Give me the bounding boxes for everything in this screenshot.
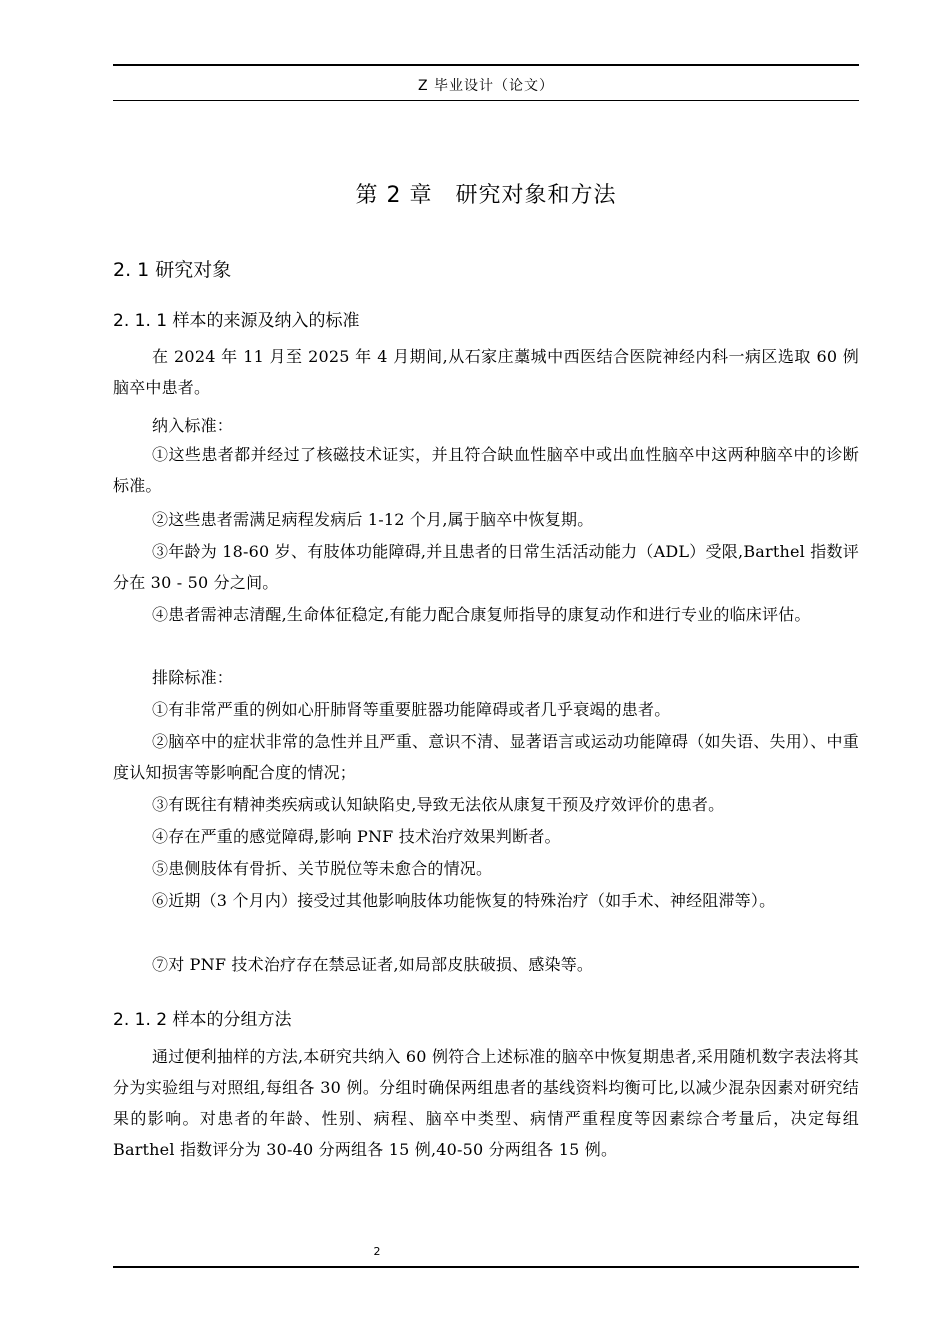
- inclusion-item-4: ④患者需神志清醒,生命体征稳定,有能力配合康复师指导的康复动作和进行专业的临床评估。: [152, 605, 811, 624]
- inclusion-item-1: ①这些患者都并经过了核磁技术证实，并且符合缺血性脑卒中或出血性脑卒中这两种脑卒中的诊断标准。: [113, 445, 859, 495]
- page-number: 2: [373, 1245, 381, 1258]
- exclusion-item-2: ②脑卒中的症状非常的急性并且严重、意识不清、显著语言或运动功能障碍（如失语、失用）、中重度认知损害等影响配合度的情况；: [113, 732, 859, 782]
- inclusion-label: 纳入标准：: [152, 416, 234, 435]
- header-top-rule: [113, 64, 859, 66]
- inclusion-item-3: ③年龄为 18-60 岁、有肢体功能障碍,并且患者的日常生活活动能力（ADL）受限,Barthel 指数评分在 30 - 50 分之间。: [113, 542, 859, 592]
- inclusion-item-2: ②这些患者需满足病程发病后 1-12 个月,属于脑卒中恢复期。: [152, 510, 594, 529]
- section-heading-2-1: 2. 1 研究对象: [113, 259, 232, 281]
- chapter-title: 第 2 章 研究对象和方法: [355, 183, 617, 208]
- exclusion-item-1: ①有非常严重的例如心肝肺肾等重要脏器功能障碍或者几乎衰竭的患者。: [152, 700, 671, 719]
- header-bottom-rule: [113, 100, 859, 101]
- exclusion-item-4: ④存在严重的感觉障碍,影响 PNF 技术治疗效果判断者。: [152, 827, 561, 846]
- grouping-paragraph: 通过便利抽样的方法,本研究共纳入 60 例符合上述标准的脑卒中恢复期患者,采用随机数字表法将其分为实验组与对照组,每组各 30 例。分组时确保两组患者的基线资料均衡可比,以减少混杂因素对研究结果的影响。对患者的年龄、性别、病程、脑卒中类型、病情严重程度等因素综合考量后，决定每组 Barthel 指数评分为 30-40 分两组各 15 例,40-50 分两组各 15 例。: [113, 1047, 859, 1159]
- exclusion-label: 排除标准：: [152, 668, 234, 687]
- section-heading-2-1-1: 2. 1. 1 样本的来源及纳入的标准: [113, 311, 360, 331]
- exclusion-item-7: ⑦对 PNF 技术治疗存在禁忌证者,如局部皮肤破损、感染等。: [152, 955, 594, 974]
- exclusion-item-5: ⑤患侧肢体有骨折、关节脱位等未愈合的情况。: [152, 859, 493, 878]
- intro-paragraph: 在 2024 年 11 月至 2025 年 4 月期间,从石家庄藁城中西医结合医院神经内科一病区选取 60 例脑卒中患者。: [113, 347, 859, 397]
- exclusion-item-3: ③有既往有精神类疾病或认知缺陷史,导致无法依从康复干预及疗效评价的患者。: [152, 795, 725, 814]
- footer-rule: [113, 1266, 859, 1268]
- exclusion-item-6: ⑥近期（3 个月内）接受过其他影响肢体功能恢复的特殊治疗（如手术、神经阻滞等）。: [152, 891, 776, 910]
- running-header: Z 毕业设计（论文）: [417, 78, 555, 94]
- section-heading-2-1-2: 2. 1. 2 样本的分组方法: [113, 1010, 292, 1030]
